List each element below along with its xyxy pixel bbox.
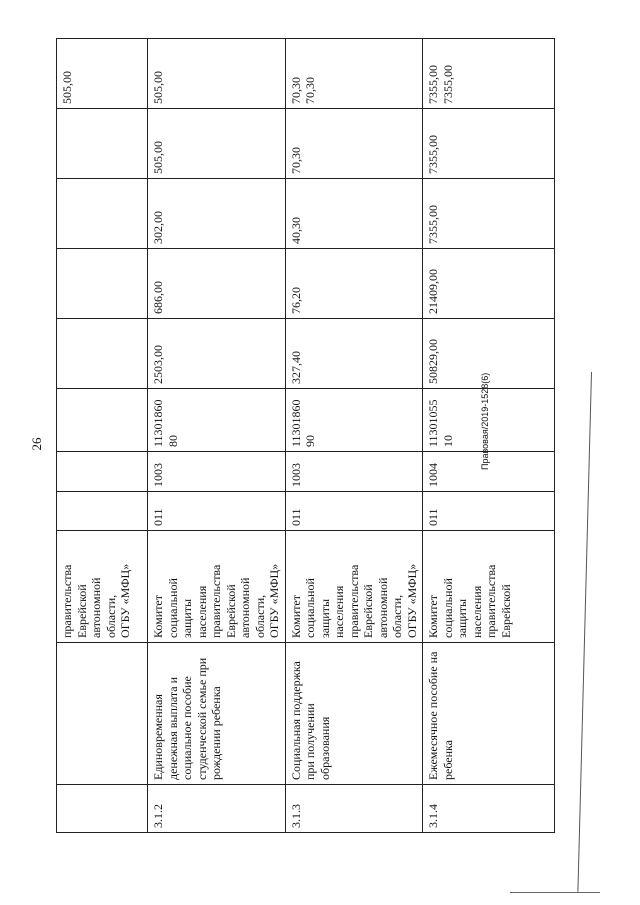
scan-artifact-base <box>510 892 600 893</box>
cell-value <box>423 39 555 109</box>
cell-value: 50829,00 <box>423 319 555 389</box>
cell-grbs: 011 <box>148 492 286 531</box>
cell-value: 505,00 <box>148 109 286 179</box>
cell-name: Социальная поддержка при получении образования <box>285 643 423 785</box>
cell-value: 70,30 <box>285 109 423 179</box>
cell-value: 40,30 <box>285 179 423 249</box>
cell-value: 505,00 <box>148 39 286 109</box>
cell-value: 327,40 <box>285 319 423 389</box>
budget-table <box>56 38 555 833</box>
cell-executor: Комитет социальной защиты населения правительства Еврейской автономной области, ОГБУ «МФЦ» <box>285 531 423 643</box>
rotated-table-wrapper <box>56 38 528 833</box>
cell-value <box>285 39 423 109</box>
cell-value-line: 70,30 <box>303 77 317 104</box>
cell-executor: Комитет социальной защиты населения правительства Еврейской автономной области, ОГБУ «МФЦ» <box>148 531 286 643</box>
cell-value: 7355,00 <box>423 109 555 179</box>
cell-rzpr: 1004 <box>423 452 555 492</box>
table-row-3-1-4 <box>423 39 555 833</box>
cell-name: Единовременная денежная выплата и социальное пособие студенческой семье при рождении ребенка <box>148 643 286 785</box>
cell-rzpr <box>57 452 148 492</box>
page-number: 26 <box>29 437 44 451</box>
table-row-continuation <box>57 39 148 833</box>
cell-value: 2503,00 <box>148 319 286 389</box>
document-code: Правовая/2019-1528(6) <box>480 372 490 470</box>
cell-grbs: 011 <box>423 492 555 531</box>
cell-value <box>57 319 148 389</box>
cell-num: 3.1.4 <box>423 785 555 833</box>
cell-num: 3.1.3 <box>285 785 423 833</box>
cell-rzpr: 1003 <box>148 452 286 492</box>
cell-csr: 11301055 10 <box>423 389 555 452</box>
cell-value: 7355,00 <box>423 179 555 249</box>
cell-value <box>57 179 148 249</box>
cell-value: 302,00 <box>148 179 286 249</box>
cell-value: 686,00 <box>148 249 286 319</box>
cell-executor: правительства Еврейской автономной области, ОГБУ «МФЦ» <box>57 531 148 643</box>
cell-csr <box>57 389 148 452</box>
cell-value-line: 7355,00 <box>426 65 440 104</box>
cell-executor: Комитет социальной защиты населения правительства Еврейской <box>423 531 555 643</box>
cell-csr: 11301860 90 <box>285 389 423 452</box>
cell-value: 21409,00 <box>423 249 555 319</box>
cell-value: 76,20 <box>285 249 423 319</box>
cell-grbs: 011 <box>285 492 423 531</box>
cell-rzpr: 1003 <box>285 452 423 492</box>
scan-artifact-line <box>577 372 592 892</box>
cell-value <box>57 249 148 319</box>
cell-num: 3.1.2 <box>148 785 286 833</box>
cell-value <box>57 109 148 179</box>
cell-csr: 11301860 80 <box>148 389 286 452</box>
cell-value-line: 70,30 <box>288 77 303 104</box>
cell-value-line: 7355,00 <box>440 65 455 104</box>
cell-name <box>57 643 148 785</box>
cell-name: Ежемесячное пособие на ребенка <box>423 643 555 785</box>
cell-value: 505,00 <box>57 39 148 109</box>
table-row-3-1-2 <box>148 39 286 833</box>
table-row-3-1-3 <box>285 39 423 833</box>
cell-num <box>57 785 148 833</box>
cell-grbs <box>57 492 148 531</box>
